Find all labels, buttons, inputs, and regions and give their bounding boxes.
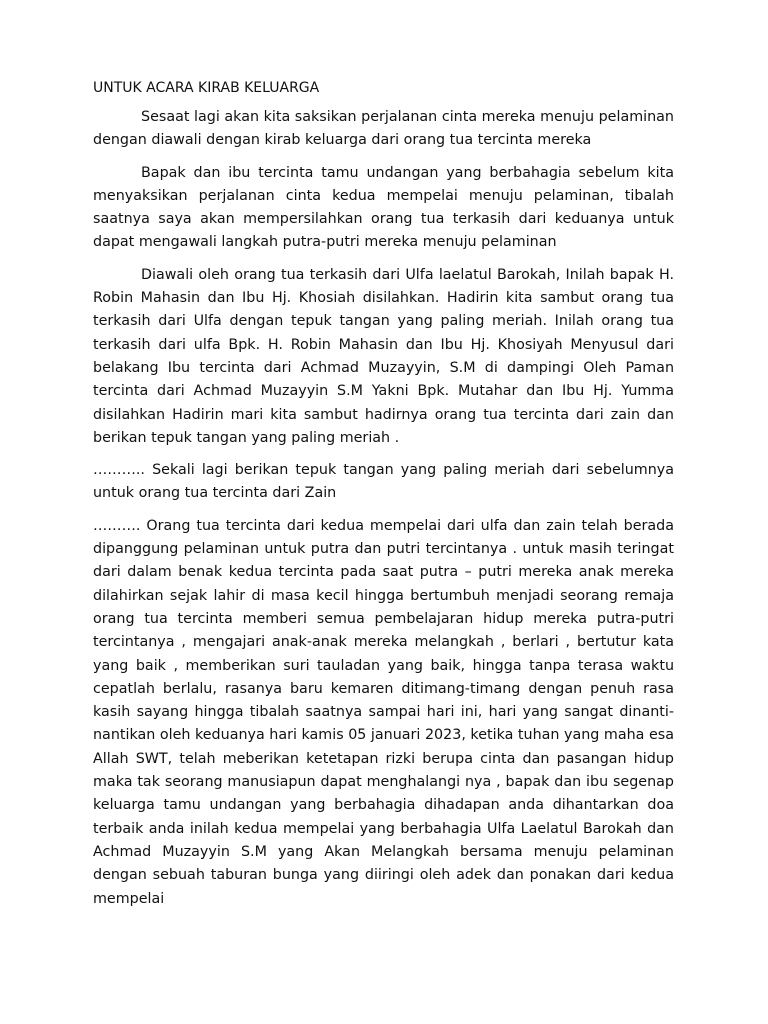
paragraph-parents-introduction: Diawali oleh orang tua terkasih dari Ulfa laelatul Barokah, Inilah bapak H. Robin Mahasin dan Ibu Hj. Khosiah disilahkan. Hadirin kita sambut orang tua terkasih dari Ulfa dengan tepuk tangan yang paling meriah. Inilah orang tua terkasih dari ulfa Bpk. H. Robin Mahasin dan Ibu Hj. Khosiyah Menyusul dari belakang Ibu tercinta dari Achmad Muzayyin, S.M di dampingi Oleh Paman tercinta dari Achmad Muzayyin S.M Yakni Bpk. Mutahar dan Ibu Hj. Yumma disilahkan Hadirin mari kita sambut hadirnya orang tua tercinta dari zain dan berikan tepuk tangan yang paling meriah .	[93, 266, 674, 446]
document-title: UNTUK ACARA KIRAB KELUARGA	[93, 80, 320, 96]
paragraph-closing: ………. Orang tua tercinta dari kedua mempelai dari ulfa dan zain telah berada dipanggung pelaminan untuk putra dan putri tercintanya . untuk masih teringat dari dalam benak kedua tercinta pada saat putra – putri mereka anak mereka dilahirkan sejak lahir di masa kecil hingga bertumbuh menjadi seorang remaja orang tua tercinta memberi semua pembelajaran hidup mereka putra-putri tercintanya , mengajari anak-anak mereka melangkah , berlari , bertutur kata yang baik , memberikan suri tauladan yang baik, hingga tanpa terasa waktu cepatlah berlalu, rasanya baru kemaren ditimang-timang dengan penuh rasa kasih sayang hingga tibalah saatnya sampai hari ini, hari yang sangat dinanti-nantikan oleh keduanya hari kamis 05 januari 2023, ketika tuhan yang maha esa Allah SWT, telah meberikan ketetapan rizki berupa cinta dan pasangan hidup maka tak seorang manusiapun dapat menghalangi nya , bapak dan ibu segenap keluarga tamu undangan yang berbahagia dihadapan anda dihantarkan doa terbaik anda inilah kedua mempelai yang berbahagia Ulfa Laelatul Barokah dan Achmad Muzayyin S.M yang Akan Melangkah bersama menuju pelaminan dengan sebuah taburan bunga yang diiringi oleh adek dan ponakan dari kedua mempelai	[93, 517, 674, 907]
paragraph-invitation: Bapak dan ibu tercinta tamu undangan yang berbahagia sebelum kita menyaksikan perjalanan cinta kedua mempelai menuju pelaminan, tibalah saatnya saya akan mempersilahkan orang tua terkasih dari keduanya untuk dapat mengawali langkah putra-putri mereka menuju pelaminan	[93, 164, 674, 251]
document-page	[93, 78, 674, 920]
paragraph-applause: ……….. Sekali lagi berikan tepuk tangan yang paling meriah dari sebelumnya untuk orang tua tercinta dari Zain	[93, 462, 674, 502]
paragraph-opening: Sesaat lagi akan kita saksikan perjalanan cinta mereka menuju pelaminan dengan diawali dengan kirab keluarga dari orang tua tercinta mereka	[93, 109, 674, 149]
